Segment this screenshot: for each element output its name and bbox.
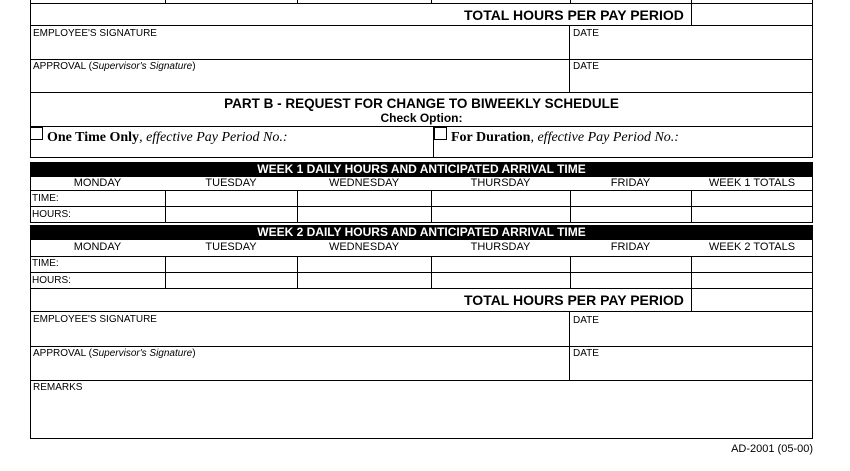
week2-col-line-2 (297, 256, 298, 289)
top-date-label-2: DATE (573, 61, 599, 72)
top-total-hours-field[interactable] (691, 4, 813, 26)
week1-header-line (30, 190, 813, 191)
top-date-field-2[interactable] (569, 60, 813, 93)
bottom-date-field-2[interactable] (569, 347, 813, 381)
week2-col-line-1 (165, 256, 166, 289)
bottom-date-field-1[interactable] (569, 312, 813, 347)
week2-day-friday: FRIDAY (610, 241, 651, 253)
top-date-label-1: DATE (573, 28, 599, 39)
week2-header-bar: WEEK 2 DAILY HOURS AND ANTICIPATED ARRIVAL TIME (30, 225, 813, 240)
bottom-date-label-1: DATE (573, 315, 599, 326)
top-total-hours-label: TOTAL HOURS PER PAY PERIOD (464, 7, 684, 23)
week2-mid-line (30, 272, 813, 273)
week1-day-friday: FRIDAY (610, 177, 651, 189)
week1-hours-label: HOURS: (32, 209, 71, 220)
week2-col-line-3 (431, 256, 432, 289)
form-number: AD-2001 (05-00) (731, 443, 813, 455)
week1-day-thursday: THURSDAY (470, 177, 531, 189)
week2-day-wednesday: WEDNESDAY (328, 241, 400, 253)
week2-totals-label: WEEK 2 TOTALS (708, 241, 796, 253)
bottom-approval-label: APPROVAL (Supervisor's Signature) (33, 348, 196, 359)
week2-col-line-4 (570, 256, 571, 289)
top-date-field-1[interactable] (569, 26, 813, 60)
for-duration-checkbox[interactable] (434, 127, 447, 140)
week1-totals-label: WEEK 1 TOTALS (708, 177, 796, 189)
week1-col-line-2 (297, 190, 298, 223)
for-duration-label: For Duration, effective Pay Period No.: (451, 130, 679, 145)
one-time-only-label: One Time Only, effective Pay Period No.: (47, 130, 288, 145)
week2-day-thursday: THURSDAY (470, 241, 531, 253)
week1-header-bar: WEEK 1 DAILY HOURS AND ANTICIPATED ARRIVAL TIME (30, 162, 813, 177)
bottom-employee-signature-label: EMPLOYEE'S SIGNATURE (33, 314, 157, 325)
week2-col-line-5 (691, 256, 692, 289)
week2-day-tuesday: TUESDAY (205, 241, 257, 253)
bottom-total-hours-field[interactable] (691, 289, 813, 312)
week1-col-line-5 (691, 190, 692, 223)
remarks-field[interactable] (30, 381, 813, 439)
top-employee-signature-label: EMPLOYEE'S SIGNATURE (33, 28, 157, 39)
remarks-label: REMARKS (33, 382, 83, 393)
week1-col-line-4 (570, 190, 571, 223)
week2-header-line (30, 256, 813, 257)
week1-col-line-1 (165, 190, 166, 223)
bottom-date-label-2: DATE (573, 348, 599, 359)
part-b-title: PART B - REQUEST FOR CHANGE TO BIWEEKLY SCHEDULE (224, 96, 619, 111)
week1-col-line-3 (431, 190, 432, 223)
week1-time-label: TIME: (32, 193, 59, 204)
week2-time-label: TIME: (32, 258, 59, 269)
bottom-total-hours-label: TOTAL HOURS PER PAY PERIOD (464, 292, 684, 308)
top-approval-label: APPROVAL (Supervisor's Signature) (33, 61, 196, 72)
week2-hours-label: HOURS: (32, 275, 71, 286)
week1-mid-line (30, 206, 813, 207)
week1-day-tuesday: TUESDAY (205, 177, 257, 189)
check-option-label: Check Option: (380, 111, 463, 125)
week1-day-monday: MONDAY (73, 177, 122, 189)
one-time-only-checkbox[interactable] (30, 127, 43, 140)
week1-day-wednesday: WEDNESDAY (328, 177, 400, 189)
week2-day-monday: MONDAY (73, 241, 122, 253)
